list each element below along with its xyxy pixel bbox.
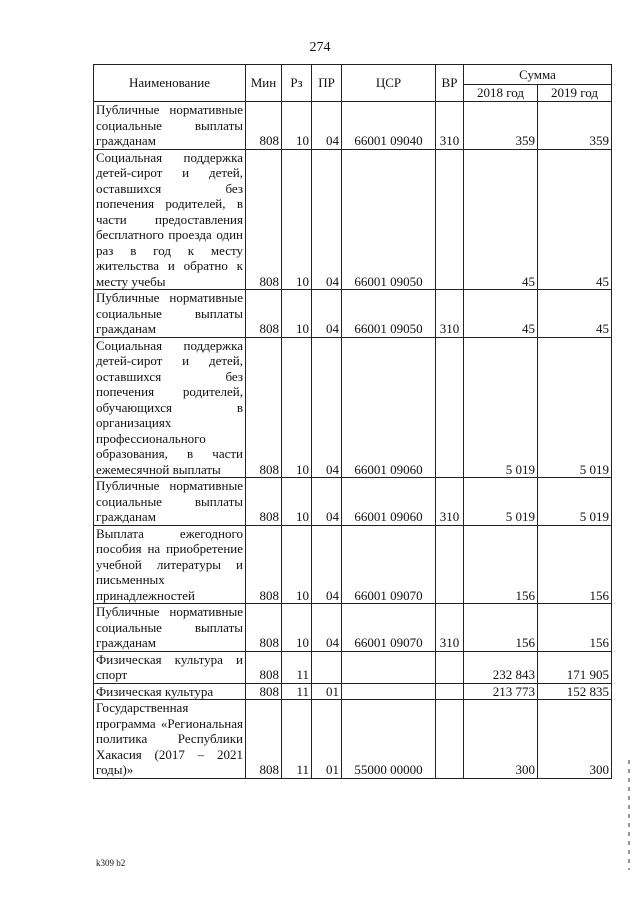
row-rz: 10 <box>282 102 312 150</box>
header-pr: ПР <box>312 65 342 102</box>
row-2019: 300 <box>538 700 612 779</box>
row-csr: 66001 09050 <box>342 149 436 290</box>
row-min: 808 <box>246 651 282 683</box>
row-pr: 04 <box>312 525 342 604</box>
row-pr: 01 <box>312 700 342 779</box>
header-vr: ВР <box>436 65 464 102</box>
header-year-2018: 2018 год <box>464 85 538 102</box>
row-csr: 66001 09050 <box>342 290 436 338</box>
row-2018: 45 <box>464 290 538 338</box>
row-vr <box>436 149 464 290</box>
row-2019: 5 019 <box>538 337 612 478</box>
row-rz: 11 <box>282 683 312 700</box>
row-2018: 156 <box>464 525 538 604</box>
table-row <box>94 683 612 700</box>
row-name: Физическая культура и спорт <box>94 651 246 683</box>
row-vr <box>436 337 464 478</box>
table-row <box>94 700 612 779</box>
header-rz: Рз <box>282 65 312 102</box>
row-csr: 66001 09070 <box>342 604 436 652</box>
page-number: 274 <box>309 40 331 55</box>
row-pr <box>312 651 342 683</box>
row-min: 808 <box>246 525 282 604</box>
table-header <box>94 65 612 102</box>
row-2018: 156 <box>464 604 538 652</box>
row-rz: 10 <box>282 478 312 526</box>
row-name: Социальная поддержка детей-сирот и детей, оставшихся без попечения родителей, в части предоставления бесплатного проезда один раз в год к месту жительства и обратно к месту учебы <box>94 149 246 290</box>
row-name: Физическая культура <box>94 683 246 700</box>
row-2019: 359 <box>538 102 612 150</box>
row-csr <box>342 651 436 683</box>
row-2019: 156 <box>538 604 612 652</box>
row-name: Публичные нормативные социальные выплаты гражданам <box>94 604 246 652</box>
row-2018: 5 019 <box>464 478 538 526</box>
row-pr: 01 <box>312 683 342 700</box>
table-row <box>94 651 612 683</box>
table-row <box>94 149 612 290</box>
row-vr <box>436 525 464 604</box>
scan-edge-mark <box>628 760 630 870</box>
row-rz: 11 <box>282 651 312 683</box>
table-row <box>94 478 612 526</box>
table-row <box>94 604 612 652</box>
row-2018: 45 <box>464 149 538 290</box>
row-2019: 45 <box>538 290 612 338</box>
row-pr: 04 <box>312 604 342 652</box>
row-rz: 10 <box>282 149 312 290</box>
row-name: Социальная поддержка детей-сирот и детей, оставшихся без попечения родителей, обучающихся в организациях профессионального образования, в части ежемесячной выплаты <box>94 337 246 478</box>
budget-table <box>93 64 612 779</box>
row-min: 808 <box>246 683 282 700</box>
row-vr <box>436 700 464 779</box>
row-csr: 55000 00000 <box>342 700 436 779</box>
row-2018: 5 019 <box>464 337 538 478</box>
row-name: Выплата ежегодного пособия на приобретение учебной литературы и письменных принадлежностей <box>94 525 246 604</box>
row-2018: 359 <box>464 102 538 150</box>
row-pr: 04 <box>312 102 342 150</box>
header-min: Мин <box>246 65 282 102</box>
row-2018: 300 <box>464 700 538 779</box>
row-csr: 66001 09060 <box>342 478 436 526</box>
row-min: 808 <box>246 290 282 338</box>
row-csr <box>342 683 436 700</box>
row-pr: 04 <box>312 290 342 338</box>
row-name: Публичные нормативные социальные выплаты гражданам <box>94 478 246 526</box>
row-csr: 66001 09070 <box>342 525 436 604</box>
row-vr: 310 <box>436 290 464 338</box>
header-sum: Сумма <box>464 65 612 85</box>
row-min: 808 <box>246 700 282 779</box>
header-name: Наименование <box>94 65 246 102</box>
table-row <box>94 337 612 478</box>
row-min: 808 <box>246 102 282 150</box>
row-2019: 171 905 <box>538 651 612 683</box>
row-vr: 310 <box>436 604 464 652</box>
row-vr: 310 <box>436 102 464 150</box>
row-2019: 156 <box>538 525 612 604</box>
row-2019: 152 835 <box>538 683 612 700</box>
row-name: Публичные нормативные социальные выплаты гражданам <box>94 102 246 150</box>
table-row <box>94 102 612 150</box>
row-2018: 232 843 <box>464 651 538 683</box>
header-csr: ЦСР <box>342 65 436 102</box>
row-rz: 11 <box>282 700 312 779</box>
row-pr: 04 <box>312 337 342 478</box>
row-2019: 45 <box>538 149 612 290</box>
row-rz: 10 <box>282 525 312 604</box>
header-year-2019: 2019 год <box>538 85 612 102</box>
row-vr <box>436 651 464 683</box>
row-rz: 10 <box>282 290 312 338</box>
row-csr: 66001 09040 <box>342 102 436 150</box>
row-name: Публичные нормативные социальные выплаты гражданам <box>94 290 246 338</box>
row-min: 808 <box>246 478 282 526</box>
row-vr: 310 <box>436 478 464 526</box>
table-row <box>94 290 612 338</box>
row-min: 808 <box>246 149 282 290</box>
row-min: 808 <box>246 604 282 652</box>
row-pr: 04 <box>312 149 342 290</box>
row-pr: 04 <box>312 478 342 526</box>
row-2019: 5 019 <box>538 478 612 526</box>
row-name: Государственная программа «Региональная политика Республики Хакасия (2017 – 2021 годы)» <box>94 700 246 779</box>
table-row <box>94 525 612 604</box>
row-csr: 66001 09060 <box>342 337 436 478</box>
row-2018: 213 773 <box>464 683 538 700</box>
row-min: 808 <box>246 337 282 478</box>
row-vr <box>436 683 464 700</box>
footer-code: k309 b2 <box>96 858 126 868</box>
row-rz: 10 <box>282 337 312 478</box>
row-rz: 10 <box>282 604 312 652</box>
